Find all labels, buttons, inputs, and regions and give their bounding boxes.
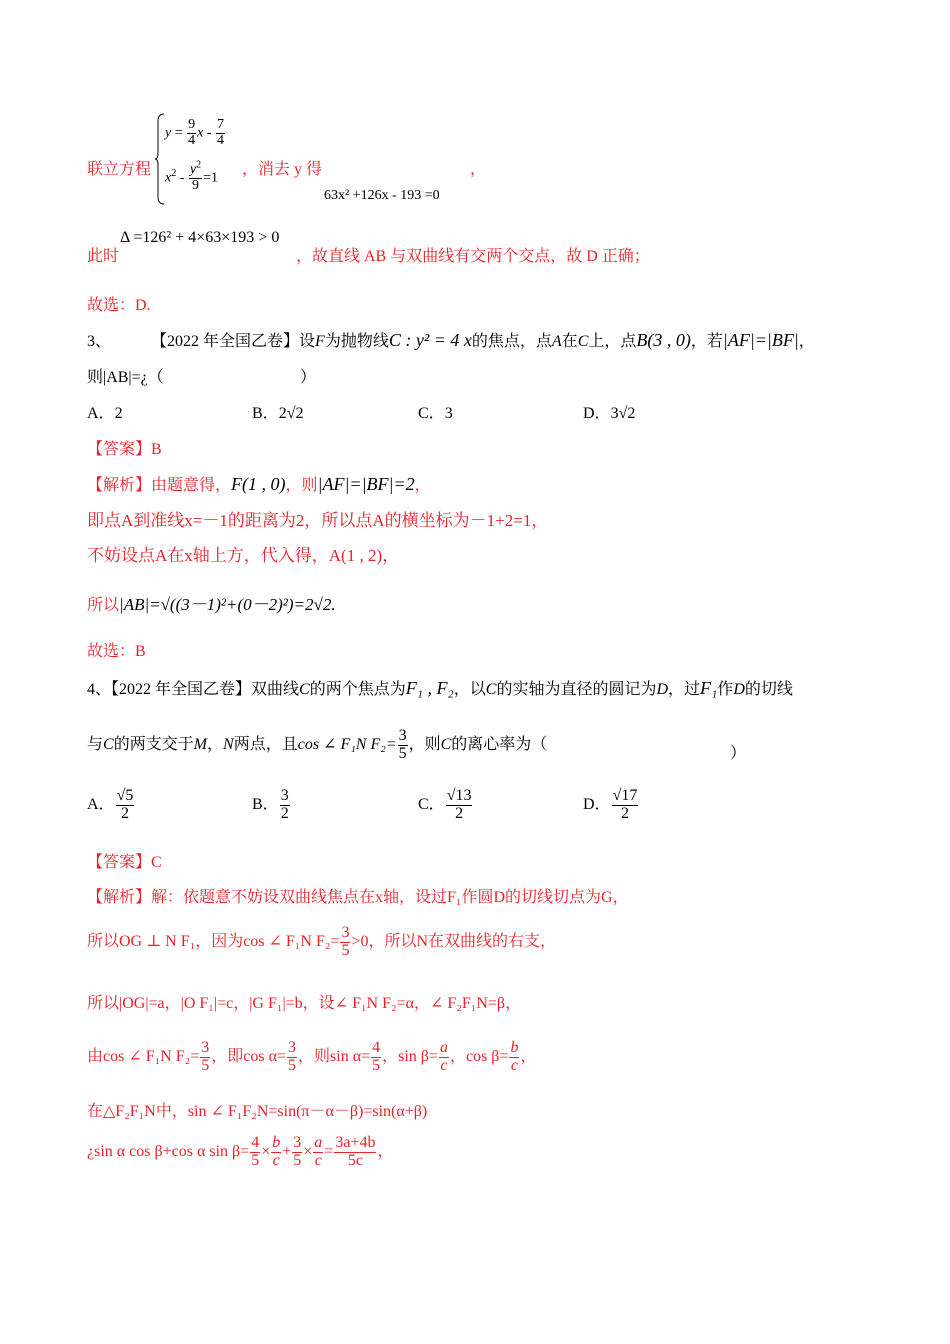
result-equation: 63x² +126x - 193 =0 xyxy=(324,188,440,203)
system-prefix: 联立方程 xyxy=(87,161,152,178)
comma-text: ， xyxy=(470,161,487,178)
q3-answer: 【答案】B xyxy=(87,441,162,458)
q3-analysis-line-1: 【解析】由题意得，F(1 , 0)，则|AF|=|BF|=2， xyxy=(87,474,431,494)
eliminate-text: ，消去 y 得 xyxy=(242,161,323,178)
q4-option-a: A． $\frac{√5}{2}$ xyxy=(87,787,134,822)
left-brace-icon xyxy=(155,113,165,205)
q4-option-d: D． $\frac{√17}{2}$ xyxy=(583,787,638,822)
equation-1: y = $\frac{9}{4}$ x - $\frac{7}{4}$ xyxy=(165,117,225,148)
q3-analysis-line-4: 所以|AB|=√((3－1)²+(0－2)²)=2√2. xyxy=(87,595,336,614)
q3-analysis-line-2: 即点A到准线x=－1的距离为2，所以点A的横坐标为－1+2=1， xyxy=(87,511,549,530)
question-3-line-2: 则|AB|=¿（ xyxy=(87,369,164,386)
q4-option-c: C． $\frac{√13}{2}$ xyxy=(418,787,472,822)
delta-expression: Δ =126² + 4×63×193 > 0 xyxy=(120,229,280,246)
q4-analysis-line-4: 由cos ∠ F₁N F₂= $\frac{3}{5}$ ，即cos α= $\frac{3}{5}$ ，则sin α= $\frac{4}{5}$ ，sin β= $\frac{a}{c}$ ，cos β= $\frac{b}{c}$ ， xyxy=(87,1039,537,1074)
q4-option-b: B． $\frac{3}{2}$ xyxy=(252,787,289,822)
delta-conclusion: ，故直线 AB 与双曲线有交两个交点，故 D 正确； xyxy=(296,248,650,265)
question-4-line-1: 4、【2022 年全国乙卷】双曲线C的两个焦点为F₁ , F₂，以C的实轴为直径的圆记为D，过F₁作D的切线 xyxy=(87,678,793,698)
equation-2: $x^2$ - $\frac{y^2}{9}$ =1 xyxy=(165,159,219,193)
q3-choose: 故选：B xyxy=(87,643,146,660)
q3-analysis-line-3: 不妨设点A在x轴上方，代入得，A(1 , 2)， xyxy=(87,546,400,565)
q4-analysis-line-5: 在△F₂F₁N中，sin ∠ F₁F₂N=sin(π－α－β)=sin(α+β) xyxy=(87,1103,428,1120)
question-3-line-1: 3、 【2022 年全国乙卷】设F为抛物线C : y² = 4 x的焦点，点A在C上，点B(3 , 0)，若|AF|=|BF|， xyxy=(87,330,815,350)
question-4-line-2: 与C的两支交于M，N两点，且cos ∠ F₁N F₂= $\frac{3}{5}$ ，则C的离心率为（ xyxy=(87,727,548,762)
choose-d: 故选：D. xyxy=(87,297,151,314)
q3-option-c: C．3 xyxy=(418,405,453,422)
q4-analysis-line-6: ¿sin α cos β+cos α sin β= $\frac{4}{5}$ × $\frac{b}{c}$ + $\frac{3}{5}$ × $\frac{a}{c}$ = $\frac{3a+4b}{5c}$ ， xyxy=(87,1134,394,1169)
q4-analysis-line-2: 所以OG ⊥ N F₁，因为cos ∠ F₁N F₂= $\frac{3}{5}$ >0，所以N在双曲线的右支， xyxy=(87,924,557,959)
q4-analysis-line-1: 【解析】解：依题意不妨设双曲线焦点在x轴，设过F₁作圆D的切线切点为G， xyxy=(87,889,629,906)
q4-analysis-line-3: 所以|OG|=a，|O F₁|=c，|G F₁|=b，设∠ F₁N F₂=α，∠ F₂F₁N=β， xyxy=(87,995,522,1012)
q3-option-d: D．3√2 xyxy=(583,405,636,422)
question-4-paren: ） xyxy=(730,745,747,762)
question-3-paren: ） xyxy=(300,369,317,386)
delta-prefix: 此时 xyxy=(87,248,120,265)
q3-option-a: A．2 xyxy=(87,405,123,422)
q3-option-b: B．2√2 xyxy=(252,405,304,422)
q4-answer: 【答案】C xyxy=(87,854,162,871)
